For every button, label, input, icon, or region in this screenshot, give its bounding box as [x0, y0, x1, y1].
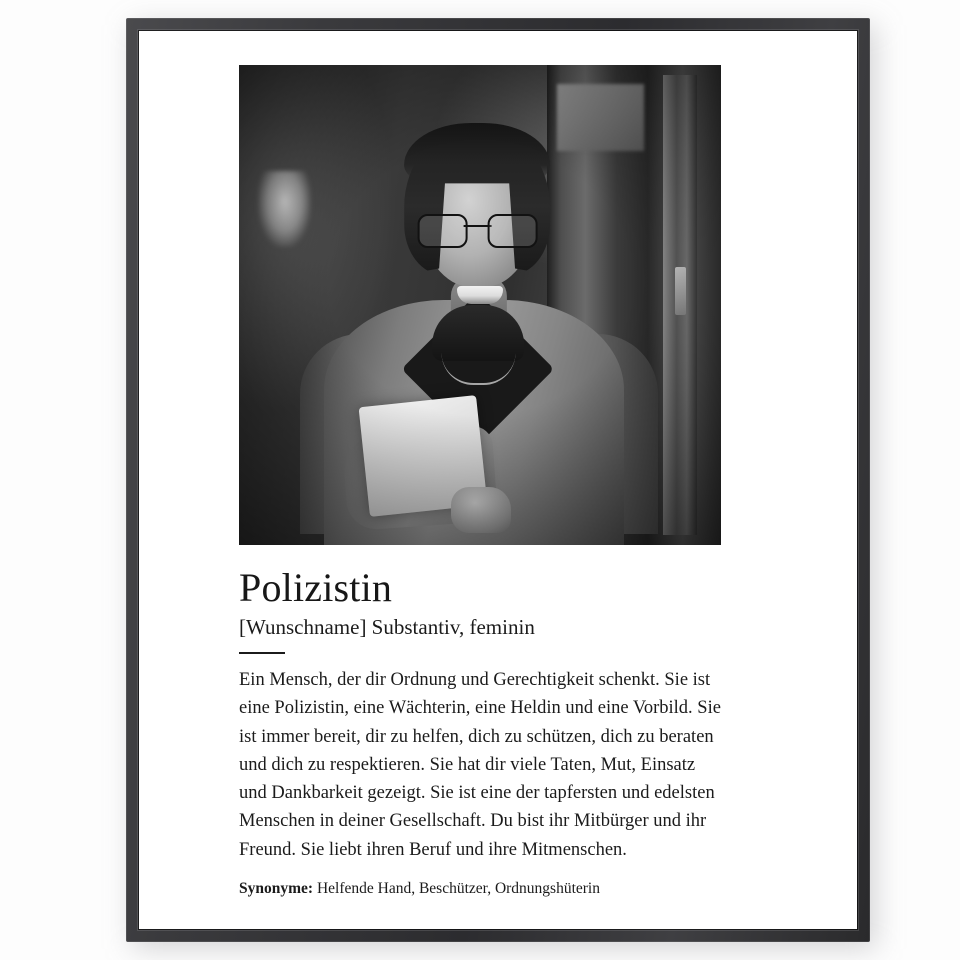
picture-frame	[126, 18, 870, 942]
synonyms-values: Helfende Hand, Beschützer, Ordnungshüterin	[316, 880, 600, 898]
portrait-photo	[239, 65, 721, 545]
synonyms-line	[239, 880, 721, 898]
poster-content	[239, 65, 721, 898]
definition-text: Ein Mensch, der dir Ordnung und Gerechtigkeit schenkt. Sie ist eine Polizistin, eine Wächterin, eine Heldin und eine Vorbild. Sie ist immer bereit, dir zu helfen, dich zu schützen, dich zu beraten und dich zu respektieren. Sie hat dir viele Taten, Mut, Einsatz und Dankbarkeit gezeigt. Sie ist eine der tapfersten und edelsten Menschen in deiner Gesellschaft. Du bist ihr Mitbürger und ihr Freund. Sie liebt ihren Beruf und ihre Mitmenschen.	[239, 670, 721, 860]
poster-subtitle: [Wunschname] Substantiv, feminin	[239, 615, 535, 639]
photo-vignette	[239, 65, 721, 545]
divider-rule	[239, 652, 285, 654]
page-title: Polizistin	[239, 565, 393, 610]
synonyms-label: Synonyme:	[239, 880, 314, 898]
